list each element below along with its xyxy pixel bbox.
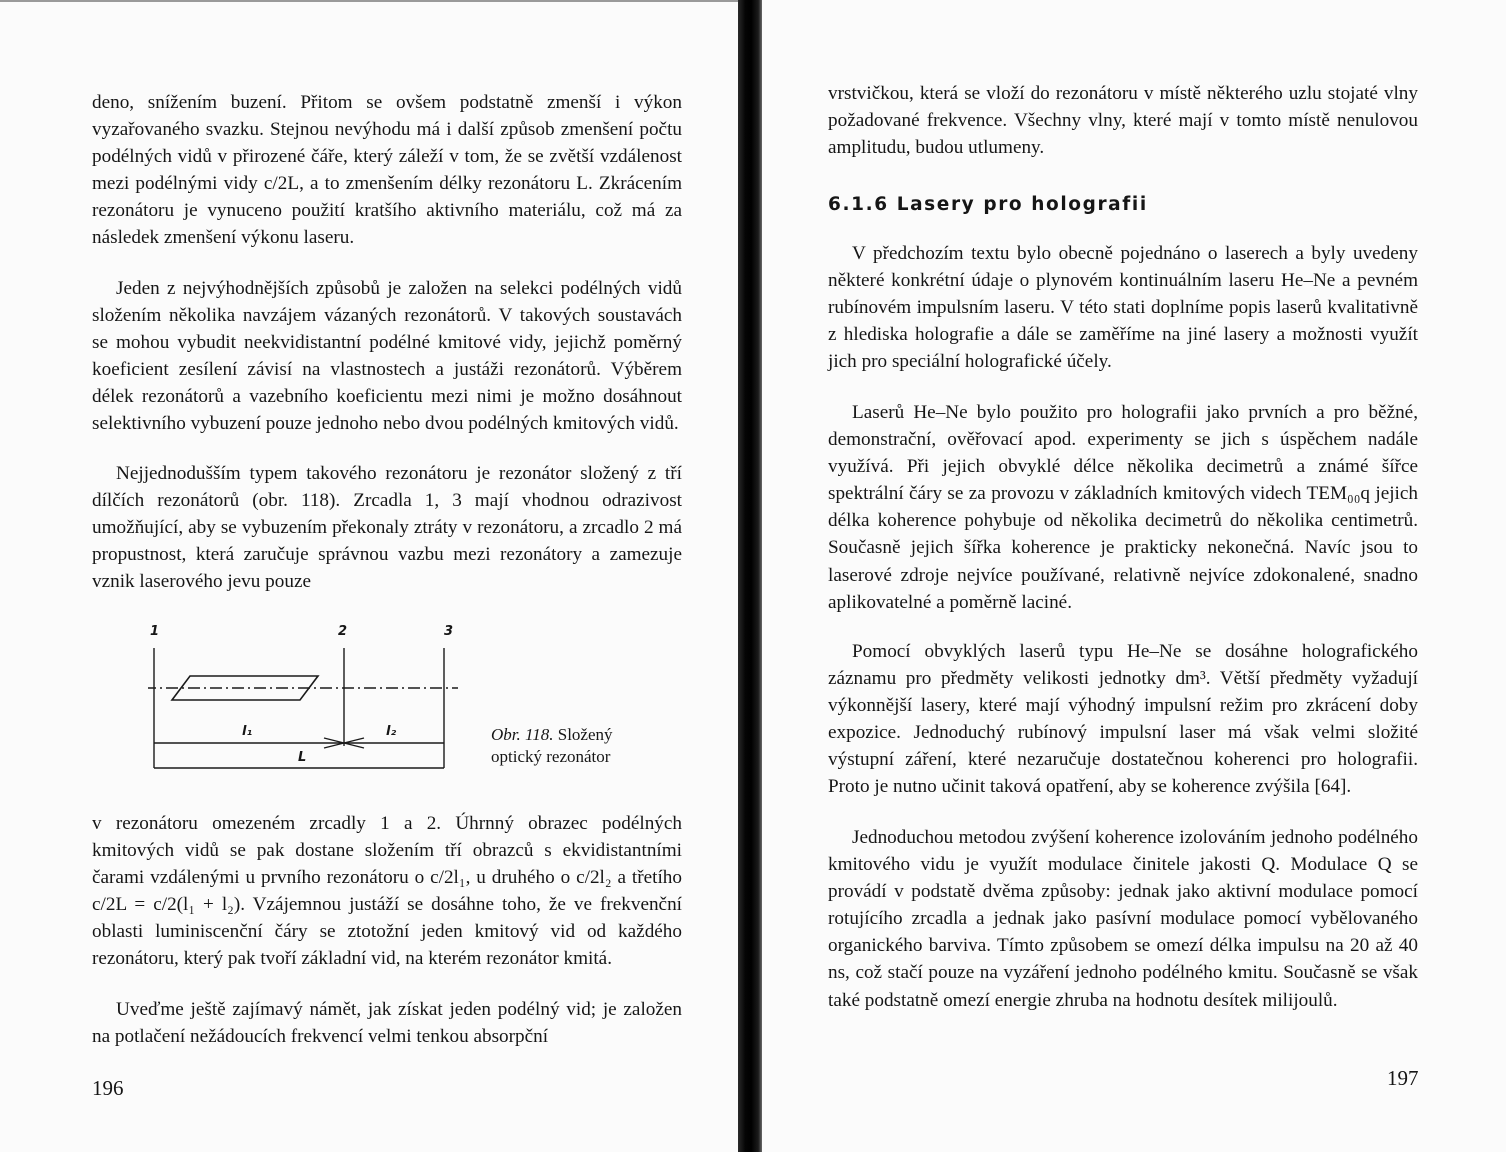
caption-label: Obr. 118. <box>491 725 554 744</box>
paragraph: Pomocí obvyklých laserů typu He–Ne se dosáhne holografického záznamu pro předměty velikosti jednotky dm³. Větší předměty vyžadují výkonnější lasery, které mají výhodný impulsní režim pro zkrácení doby expozice. Jednoduchý rubínový impulsní laser má však velmi složité výstupní záření, které nezaručuje dostatečnou koherenci pro holografii. Proto je nutno učinit taková opatření, aby se koherence zvýšila [64]. <box>828 641 1418 798</box>
figure-caption <box>491 724 661 768</box>
paragraph: Uveďme ještě zajímavý námět, jak získat jeden podélný vid; je založen na potlačení nežádoucích frekvencí velmi tenkou absorpční <box>92 999 682 1048</box>
paragraph: Jednoduchou metodou zvýšení koherence izolováním jednoho podélného kmitového vidu je využít modulace činitele jakosti Q. Modulace Q se provádí v podstatě dvěma způsoby: jednak jako aktivní modulace pomocí rotujícího zrcadla a jednak jako pasívní modulace pomocí vybělovaného organického barviva. Tímto způsobem se omezí délka impulsu na 20 až 40 ns, což stačí pouze na vyzáření jednoho podélného kmitu. Současně se však také podstatně omezí energie zhruba na hodnotu desítek milijoulů. <box>828 827 1418 1011</box>
paragraph: V předchozím textu bylo obecně pojednáno o laserech a byly uvedeny některé konkrétní údaje o plynovém kontinuálním laseru He–Ne a pevném rubínovém impulsním laseru. V této stati doplníme popis laserů kvalitativně z hlediska holografie a dále se zaměříme na jiné lasery a možnosti využít jich pro speciální holografické účely. <box>828 243 1418 373</box>
dimension-label-L: L <box>298 750 307 765</box>
right-page <box>762 0 1506 1152</box>
paragraph: Nejjednodušším typem takového rezonátoru je rezonátor složený z tří dílčích rezonátorů (obr. 118). Zrcadla 1, 3 mají vhodnou odrazivost umožňující, aby se vybuzením překonaly ztráty v rezonátoru, a zrcadlo 2 má propustnost, která zaručuje správnou vazbu mezi rezonátory a zamezuje vznik laserového jevu pouze <box>92 463 682 593</box>
book-spine <box>738 0 762 1152</box>
dimension-label-l2: l₂ <box>386 724 397 739</box>
mirror-label-2: 2 <box>338 624 348 639</box>
resonator-drawing <box>148 618 468 778</box>
paragraph: vrstvičkou, která se vloží do rezonátoru v místě některého uzlu stojaté vlny požadované frekvence. Všechny vlny, které mají v tomto místě nenulovou amplitudu, budou utlumeny. <box>828 83 1418 159</box>
caption-text: Složený optický rezonátor <box>491 725 613 766</box>
dimension-label-l1: l₁ <box>242 724 253 739</box>
paragraph: deno, snížením buzení. Přitom se ovšem podstatně zmenší i výkon vyzařovaného svazku. Stejnou nevýhodu má i další způsob zmenšení počtu podélných vidů v přirozené čáře, který záleží v tom, že se zvětší vzdálenost mezi podélnými vidy c/2L, a to zmenšením délky rezonátoru L. Zkrácením rezonátoru je vynuceno použití kratšího aktivního materiálu, což má za následek zmenšení výkonu laseru. <box>92 92 682 249</box>
paragraph: v rezonátoru omezeném zrcadly 1 a 2. Úhrnný obrazec podélných kmitových vidů se pak dostane složením tří obrazců s ekvidistantními čarami vzdálenými u prvního rezonátoru o c/2l₁, u druhého o c/2l₂ a třetího c/2L = c/2(l₁ + l₂). Vzájemnou justáží se dosáhne toho, že ve frekvenční oblasti luminiscenční čáry se ztotožní jeden kmitový vid od každého rezonátoru, který pak tvoří základní vid, na kterém rezonátor kmitá. <box>92 813 682 970</box>
paragraph: Laserů He–Ne bylo použito pro holografii jako prvních a pro běžné, demonstrační, ověřovací apod. experimenty se jich s úspěchem nadále využívá. Při jejich obvyklé délce několika decimetrů a známé šířce spektrální čáry se za provozu v základních kmitových videch TEM₀₀q jejich délka koherence pohybuje od několika decimetrů do několika centimetrů. Současně jejich šířka koherence je prakticky nekonečná. Navíc jsou to laserové zdroje nejvíce používané, relativně nejvíce zdokonalené, snadno aplikovatelné a poměrně laciné. <box>828 402 1418 613</box>
page-number: 197 <box>1387 1066 1419 1090</box>
mirror-label-1: 1 <box>150 624 160 639</box>
mirror-label-3: 3 <box>444 624 454 639</box>
paragraph: Jeden z nejvýhodnějších způsobů je založen na selekci podélných vidů složením několika navzájem vázaných rezonátorů. V takových soustavách se mohou vybudit neekvidistantní podélné kmitové vidy, jejichž poměrný koeficient zesílení závisí na vlastnostech a justáži rezonátorů. Výběrem délek rezonátorů a vazebního koeficientu mezi nimi je možno dosáhnout selektivního vybuzení pouze jednoho nebo dvou podélných kmitových vidů. <box>92 278 682 435</box>
page-number: 196 <box>92 1076 124 1100</box>
resonator-diagram <box>148 618 468 778</box>
section-heading: 6.1.6 Lasery pro holografii <box>828 194 1148 215</box>
left-page <box>0 0 738 1152</box>
